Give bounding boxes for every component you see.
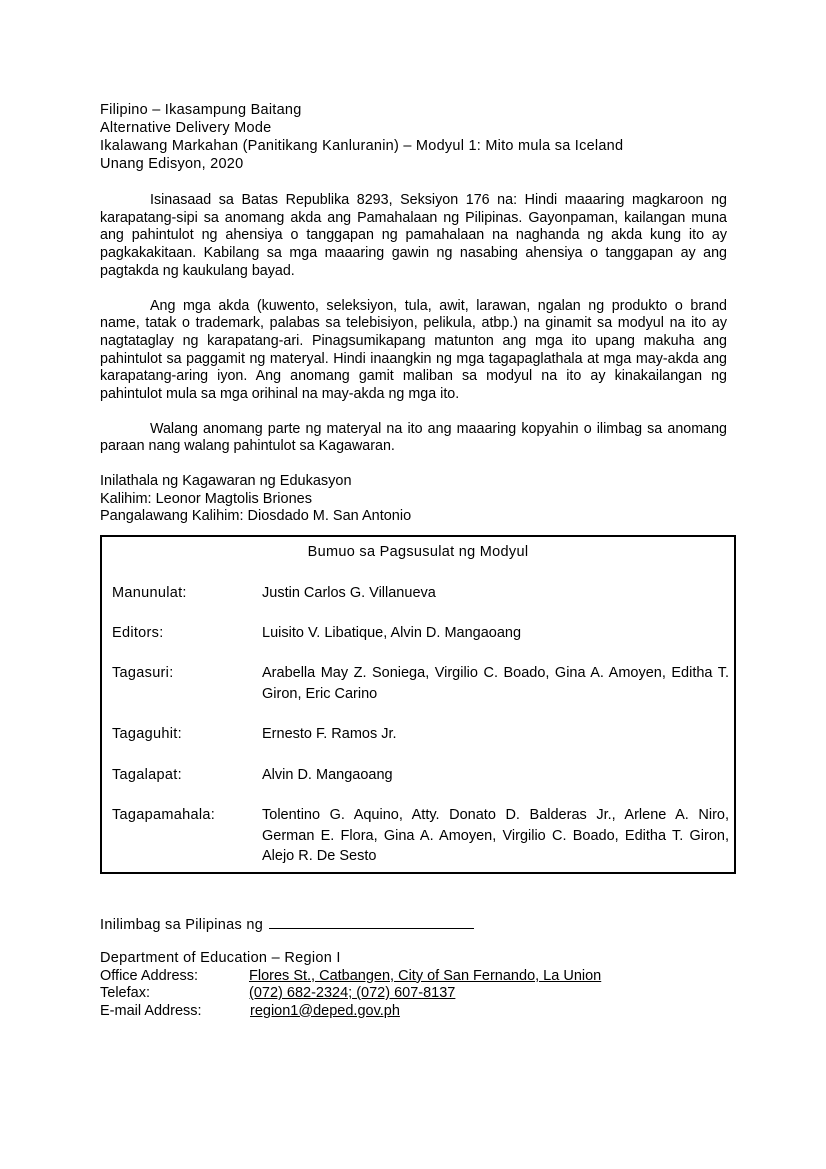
- delivery-mode: Alternative Delivery Mode: [100, 120, 272, 136]
- credit-names: Arabella May Z. Soniega, Virgilio C. Boado, Gina A. Amoyen, Editha T. Giron, Eric Carino: [262, 665, 729, 702]
- printer-blank: [269, 914, 474, 929]
- printed-label: Inilimbag sa Pilipinas ng: [100, 917, 264, 933]
- module-header: [100, 101, 727, 173]
- telefax-label: Telefax:: [100, 985, 150, 1001]
- credit-role: Editors:: [112, 625, 164, 641]
- secretary-line: Kalihim: Leonor Magtolis Briones: [100, 490, 312, 507]
- credit-names: Tolentino G. Aquino, Atty. Donato D. Balderas Jr., Arlene A. Niro, German E. Flora, Gina A. Amoyen, Virgilio C. Boado, Editha T. Giron, Alejo R. De Sesto: [262, 807, 729, 864]
- printed-line: [100, 914, 474, 933]
- credit-role: Tagaguhit:: [112, 726, 182, 742]
- module-title: Ikalawang Markahan (Panitikang Kanluranin) – Modyul 1: Mito mula sa Iceland: [100, 138, 624, 154]
- copyright-paragraph-3: Walang anomang parte ng materyal na ito ang maaaring kopyahin o ilimbag sa anomang paraan nang walang pahintulot sa Kagawaran.: [100, 420, 727, 455]
- credit-names: Ernesto F. Ramos Jr.: [262, 726, 397, 742]
- credits-title: Bumuo sa Pagsusulat ng Modyul: [307, 544, 529, 560]
- credit-role: Tagalapat:: [112, 767, 182, 783]
- copyright-paragraph-2: Ang mga akda (kuwento, seleksiyon, tula, awit, larawan, ngalan ng produkto o brand name, tatak o trademark, palabas sa telebisiyon, pelikula, atbp.) na ginamit sa modyul na ito ay nagtataglay ng karapatang-ari. Pinagsumikapang matunton ang mga ito upang makuha ang pahintulot sa paggamit ng materyal. Hindi inaangkin ng mga tagapaglathala at mga may-akda ang karapatang-aring iyon. Ang anomang gamit maliban sa modyul na ito ay kinakailangan ng pahintulot mula sa mga orihinal na may-akda ng mga ito.: [100, 297, 727, 403]
- credit-names: Justin Carlos G. Villanueva: [262, 585, 436, 601]
- subject-grade: Filipino – Ikasampung Baitang: [100, 102, 302, 118]
- publisher-info: [100, 473, 727, 526]
- credit-role: Tagapamahala:: [112, 807, 216, 823]
- undersecretary-line: Pangalawang Kalihim: Diosdado M. San Antonio: [100, 508, 412, 525]
- credits-box: [100, 535, 736, 874]
- credit-names: Luisito V. Libatique, Alvin D. Mangaoang: [262, 625, 522, 641]
- credit-role: Manunulat:: [112, 585, 187, 601]
- copyright-page: [100, 101, 727, 526]
- office-address-label: Office Address:: [100, 967, 199, 984]
- department-name: Department of Education – Region I: [100, 950, 341, 966]
- credit-names: Alvin D. Mangaoang: [262, 767, 393, 783]
- office-address-value: Flores St., Catbangen, City of San Fernando, La Union: [249, 967, 602, 984]
- edition: Unang Edisyon, 2020: [100, 156, 244, 172]
- publisher-line: Inilathala ng Kagawaran ng Edukasyon: [100, 473, 352, 490]
- copyright-paragraph-1: Isinasaad sa Batas Republika 8293, Seksiyon 176 na: Hindi maaaring magkaroon ng karapatang-sipi sa anomang akda ang Pamahalaan ng Pilipinas. Gayonpaman, kailangan muna ang pahintulot ng ahensiya o tanggapan ng pamahalaan na naghanda ng akda kung ito ay pagkakakitaan. Kabilang sa mga maaaring gawin ng nasabing ahensiya o tanggapan ay ang pagtakda ng kaukulang bayad.: [100, 192, 727, 279]
- email-label: E-mail Address:: [100, 1002, 202, 1019]
- telefax-value: (072) 682-2324; (072) 607-8137: [249, 985, 456, 1001]
- credit-role: Tagasuri:: [112, 665, 174, 681]
- email-link[interactable]: region1@deped.gov.ph: [250, 1002, 400, 1019]
